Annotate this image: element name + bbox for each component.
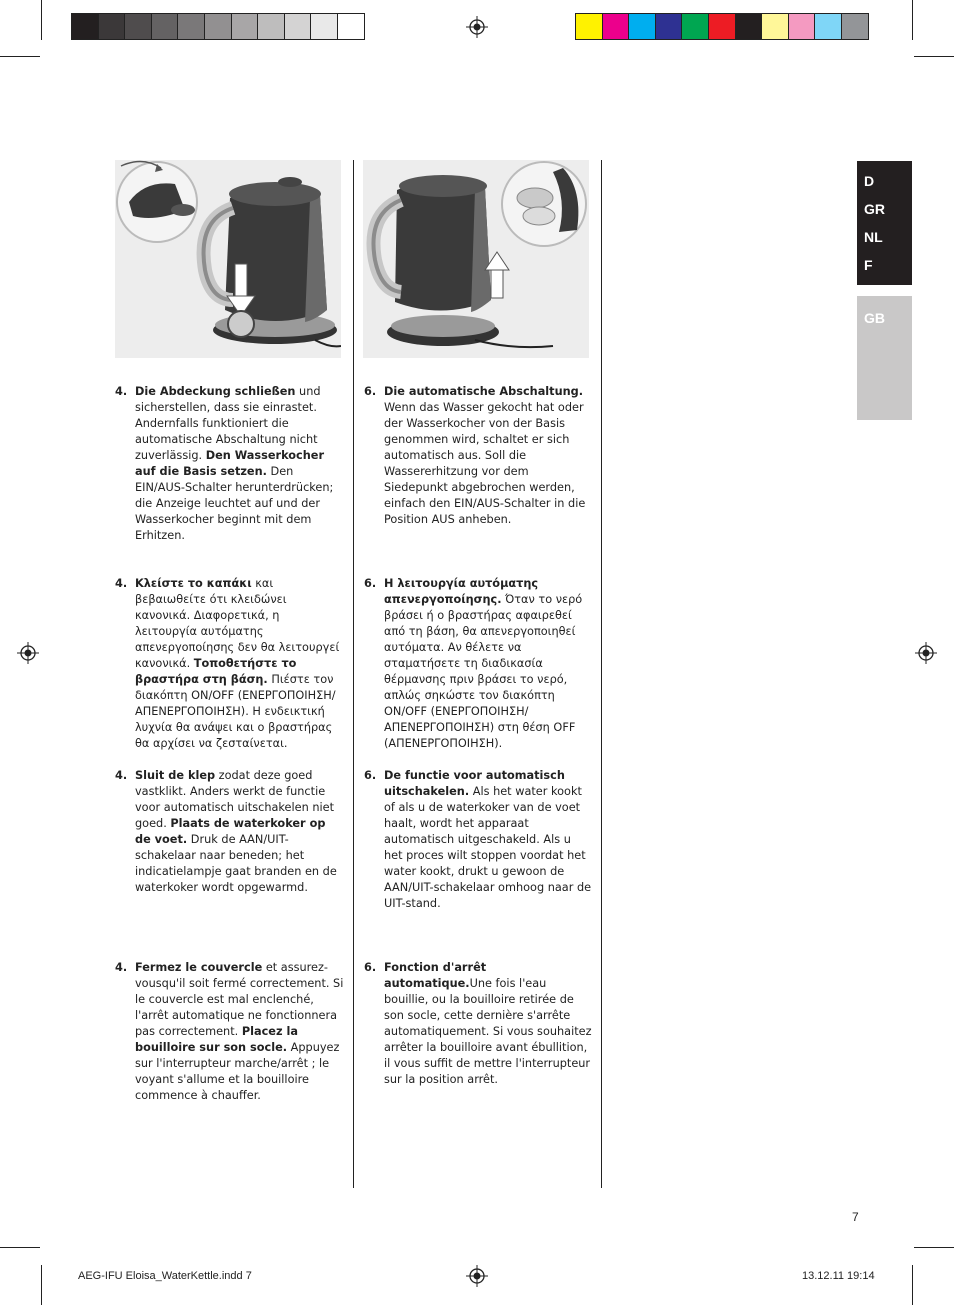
- color-swatch: [708, 13, 736, 40]
- column-divider-1: [353, 160, 354, 1188]
- kettle-lid-down-arrow-icon: [115, 160, 341, 358]
- gray-swatch: [310, 13, 338, 40]
- language-tabs-inactive: [857, 296, 912, 420]
- color-swatch: [841, 13, 869, 40]
- color-swatch: [655, 13, 683, 40]
- lang-tab-nl: NL: [864, 229, 883, 245]
- color-swatch: [602, 13, 630, 40]
- lang-tab-gr: GR: [864, 201, 885, 217]
- column-divider-2: [601, 160, 602, 1188]
- footer-filename: AEG-IFU Eloisa_WaterKettle.indd 7: [78, 1270, 252, 1282]
- color-swatch: [735, 13, 763, 40]
- gray-swatch: [71, 13, 99, 40]
- color-swatch: [628, 13, 656, 40]
- step-text-2: Πιέστε τον διακόπτη ON/OFF (ΕΝΕΡΓΟΠΟΙΗΣΗ/ ΑΠΕΝΕΡΓΟΠΟΙΗΣΗ). Η ενδεικτική λυχνία θα ανάψει και ο βραστήρας θα αρχίσει να ζεσταίνεται.: [135, 673, 336, 750]
- step-text-2: Appuyez sur l'interrupteur marche/arrêt ; le voyant s'allume et la bouilloire commence à chauffer.: [135, 1041, 340, 1102]
- lang-tab-gb: GB: [864, 310, 885, 326]
- step-text: et assurez-vousqu'il soit fermé correctement. Si le couvercle est mal enclenché, l'arrêt automatique ne fonctionnera pas correctement.: [135, 961, 344, 1038]
- gray-swatch: [151, 13, 179, 40]
- step-number: 4.: [115, 769, 128, 782]
- step-text: und sicherstellen, dass sie einrastet. Andernfalls funktioniert die automatische Abschaltung nicht zuverlässig.: [135, 385, 321, 462]
- step-number: 4.: [115, 385, 128, 398]
- step-heading: Κλείστε το καπάκι: [135, 577, 252, 590]
- process-color-bar: [576, 13, 869, 40]
- language-tabs-active: [857, 161, 912, 285]
- gray-swatch: [337, 13, 365, 40]
- registration-mark-bottom-icon: [466, 1265, 488, 1287]
- registration-mark-left-icon: [17, 642, 39, 664]
- step-text-2: Den EIN/AUS-Schalter herunterdrücken; die Anzeige leuchtet auf und der Wasserkocher beginnt mit dem Erhitzen.: [135, 465, 334, 542]
- step-number: 6.: [364, 961, 377, 974]
- kettle-lift-off-base-figure: [363, 160, 589, 358]
- grayscale-color-bar: [72, 13, 365, 40]
- registration-mark-top-icon: [466, 16, 488, 38]
- color-swatch: [788, 13, 816, 40]
- step-heading: Die Abdeckung schließen: [135, 385, 296, 398]
- footer-datetime: 13.12.11 19:14: [802, 1270, 875, 1282]
- step-heading-2: Placez la bouilloire sur son socle.: [135, 1025, 298, 1054]
- step-text: Une fois l'eau bouillie, ou la bouilloire retirée de son socle, cette dernière s'arrête automatiquement. Si vous souhaitez arrêter la bouilloire avant ébullition, il vous suffit de mettre l'interrupteur sur la position arrêt.: [384, 977, 592, 1086]
- registration-mark-right-icon: [915, 642, 937, 664]
- color-swatch: [814, 13, 842, 40]
- step-text-2: Druk de AAN/UIT-schakelaar naar beneden; het indicatielampje gaat branden en de waterkoker wordt opgewarmd.: [135, 833, 337, 894]
- gray-swatch: [177, 13, 205, 40]
- kettle-up-arrow-icon: [363, 160, 589, 358]
- gray-swatch: [124, 13, 152, 40]
- step-heading: Die automatische Abschaltung.: [384, 385, 584, 398]
- step-text: zodat deze goed vastklikt. Anders werkt de functie voor automatisch uitschakelen niet goed.: [135, 769, 335, 830]
- color-swatch: [761, 13, 789, 40]
- step-number: 4.: [115, 961, 128, 974]
- step-text: και βεβαιωθείτε ότι κλειδώνει κανονικά. Διαφορετικά, η λειτουργία αυτόματης απενεργοποίησης δεν θα λειτουργεί κανονικά.: [135, 577, 340, 670]
- gray-swatch: [284, 13, 312, 40]
- lang-tab-f: F: [864, 257, 873, 273]
- step-heading-2: Plaats de waterkoker op de voet.: [135, 817, 326, 846]
- step-heading-2: Τοποθετήστε το βραστήρα στη βάση.: [135, 657, 297, 686]
- step-heading: Fonction d'arrêt automatique.: [384, 961, 487, 990]
- kettle-close-lid-figure: [115, 160, 341, 358]
- step-number: 6.: [364, 577, 377, 590]
- step-heading: Fermez le couvercle: [135, 961, 263, 974]
- gray-swatch: [257, 13, 285, 40]
- color-swatch: [681, 13, 709, 40]
- color-swatch: [575, 13, 603, 40]
- step-heading: Η λειτουργία αυτόματης απενεργοποίησης.: [384, 577, 539, 606]
- gray-swatch: [98, 13, 126, 40]
- step-number: 4.: [115, 577, 128, 590]
- page-number: 7: [852, 1210, 859, 1224]
- step-text: Wenn das Wasser gekocht hat oder der Wasserkocher von der Basis genommen wird, schaltet er sich automatisch aus. Soll die Wassererhitzung vor dem Siedepunkt abgebrochen werden, einfach den EIN/AUS-Schalter in die Position AUS anheben.: [384, 401, 586, 526]
- gray-swatch: [231, 13, 259, 40]
- step-heading: Sluit de klep: [135, 769, 216, 782]
- step-text: Όταν το νερό βράσει ή ο βραστήρας αφαιρεθεί από τη βάση, θα απενεργοποιηθεί αυτόματα. Αν θέλετε να σταματήσετε τη διαδικασία θέρμανσης πριν βράσει το νερό, απλώς σηκώστε τον διακόπτη ON/OFF (ΕΝΕΡΓΟΠΟΙΗΣΗ/ ΑΠΕΝΕΡΓΟΠΟΙΗΣΗ) στη θέση OFF (ΑΠΕΝΕΡΓΟΠΟΙΗΣΗ).: [384, 593, 583, 750]
- step-heading: De functie voor automatisch uitschakelen.: [384, 769, 565, 798]
- step-text: Als het water kookt of als u de waterkoker van de voet haalt, wordt het apparaat automatisch uitgeschakeld. Als u het proces wilt stoppen voordat het water kookt, drukt u gewoon de AAN/UIT-schakelaar omhoog naar de UIT-stand.: [384, 785, 592, 910]
- gray-swatch: [204, 13, 232, 40]
- step-number: 6.: [364, 385, 377, 398]
- step-number: 6.: [364, 769, 377, 782]
- step-heading-2: Den Wasserkocher auf die Basis setzen.: [135, 449, 325, 478]
- lang-tab-d: D: [864, 173, 875, 189]
